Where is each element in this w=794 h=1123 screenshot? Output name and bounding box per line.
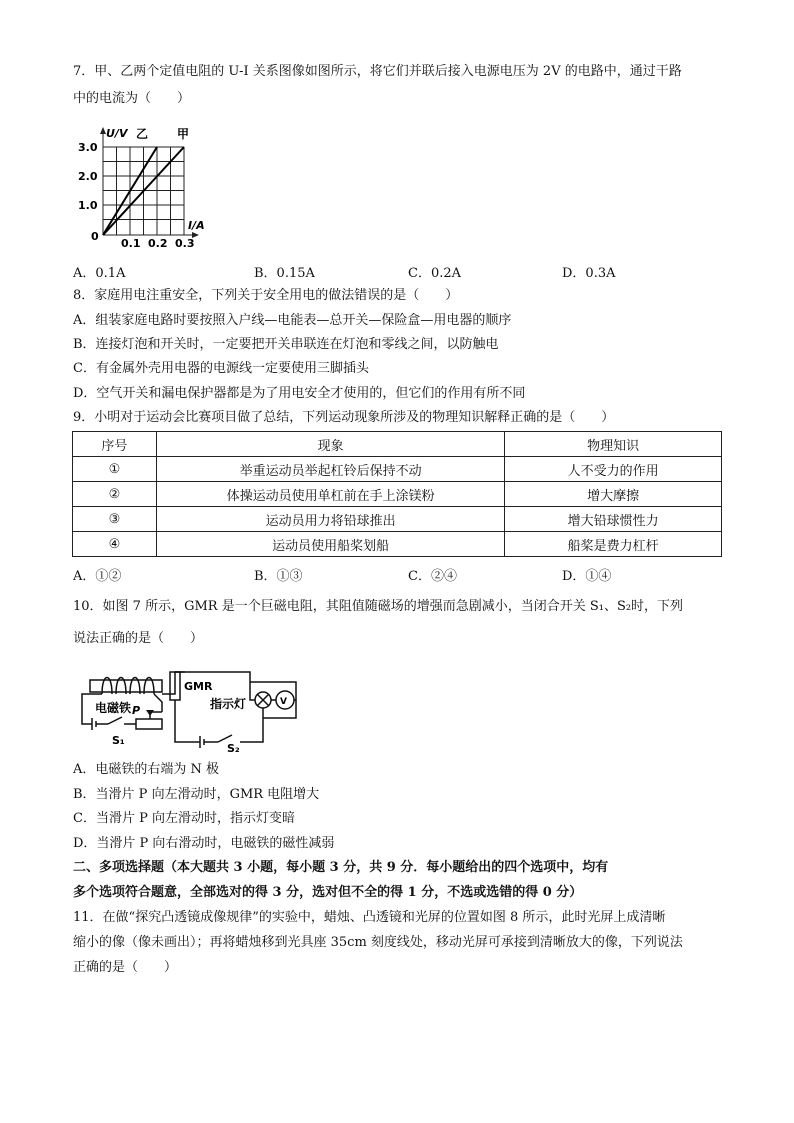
q7-ui-graph	[78, 125, 218, 250]
row1-number: ①	[73, 457, 157, 482]
row4-phenomenon: 运动员使用船桨划船	[156, 532, 504, 557]
q8-option-b[interactable]: B．连接灯泡和开关时，一定要把开关串联连在灯泡和零线之间，以防触电	[73, 337, 499, 352]
row3-knowledge: 增大铅球惯性力	[505, 507, 722, 532]
table-row	[73, 532, 722, 557]
switch2-label: S₂	[227, 742, 240, 755]
table-row	[73, 507, 722, 532]
q8-option-d[interactable]: D．空气开关和漏电保护器都是为了用电安全才使用的，但它们的作用有所不同	[73, 386, 526, 401]
q7-stem-line1: 7．甲、乙两个定值电阻的 U-I 关系图像如图所示，将它们并联后接入电源电压为 2V 的电路中，通过干路	[73, 64, 682, 79]
header-knowledge: 物理知识	[505, 432, 722, 457]
q10-option-c[interactable]: C．当滑片 P 向左滑动时，指示灯变暗	[73, 811, 295, 826]
row2-phenomenon: 体操运动员使用单杠前在手上涂镁粉	[156, 482, 504, 507]
row1-knowledge: 人不受力的作用	[505, 457, 722, 482]
q9-table	[72, 431, 722, 557]
y-tick-1: 1.0	[78, 199, 98, 212]
q10-option-b[interactable]: B．当滑片 P 向左滑动时，GMR 电阻增大	[73, 787, 320, 802]
section2-heading-line1: 二、多项选择题（本大题共 3 小题，每小题 3 分，共 9 分．每小题给出的四个选项中，均有	[73, 860, 609, 875]
table-row	[73, 482, 722, 507]
q7-option-d[interactable]: D．0.3A	[562, 266, 616, 281]
q10-circuit-diagram	[80, 664, 310, 754]
q7-option-c[interactable]: C．0.2A	[408, 266, 462, 281]
q8-stem: 8．家庭用电注重安全，下列关于安全用电的做法错误的是（ ）	[73, 288, 459, 303]
table-row	[73, 457, 722, 482]
table-header-row	[73, 432, 722, 457]
q11-line2: 缩小的像（像未画出）；再将蜡烛移到光具座 35cm 刻度线处，移动光屏可承接到清晰放大的像，下列说法	[73, 935, 683, 950]
row4-knowledge: 船桨是费力杠杆	[505, 532, 722, 557]
x-axis-label: I/A	[188, 219, 205, 232]
origin-label: 0	[91, 230, 99, 243]
q9-option-b[interactable]: B．①③	[254, 569, 303, 584]
q10-option-d[interactable]: D．当滑片 P 向右滑动时，电磁铁的磁性减弱	[73, 836, 335, 851]
label-jia: 甲	[177, 127, 190, 141]
x-tick-3: 0.3	[175, 237, 195, 250]
lamp-label: 指示灯	[210, 697, 247, 711]
q7-option-a[interactable]: A．0.1A	[73, 266, 126, 281]
q11-line3: 正确的是（ ）	[73, 960, 178, 975]
q8-option-a[interactable]: A．组装家庭电路时要按照入户线—电能表—总开关—保险盒—用电器的顺序	[73, 313, 512, 328]
q7-stem-line2: 中的电流为（ ）	[73, 91, 191, 106]
q9-option-a[interactable]: A．①②	[73, 569, 122, 584]
x-tick-1: 0.1	[121, 237, 141, 250]
q9-option-d[interactable]: D．①④	[562, 569, 612, 584]
row3-number: ③	[73, 507, 157, 532]
q9-option-c[interactable]: C．②④	[408, 569, 457, 584]
q9-stem: 9．小明对于运动会比赛项目做了总结，下列运动现象所涉及的物理知识解释正确的是（ ）	[73, 410, 615, 425]
label-yi: 乙	[136, 127, 149, 141]
y-tick-3: 3.0	[78, 141, 98, 154]
electromagnet-label: 电磁铁	[95, 701, 132, 715]
q10-stem-line2: 说法正确的是（ ）	[73, 631, 204, 646]
header-number: 序号	[73, 432, 157, 457]
switch1-label: S₁	[112, 734, 125, 747]
voltmeter-label: V	[280, 697, 287, 707]
q10-option-a[interactable]: A．电磁铁的右端为 N 极	[73, 762, 220, 777]
row2-number: ②	[73, 482, 157, 507]
q10-stem-line1: 10．如图 7 所示，GMR 是一个巨磁电阻，其阻值随磁场的增强而急剧减小，当闭合开关 S₁、S₂时，下列	[73, 599, 684, 614]
y-axis-label: U/V	[106, 127, 128, 140]
x-tick-2: 0.2	[148, 237, 168, 250]
q11-line1: 11．在做“探究凸透镜成像规律”的实验中，蜡烛、凸透镜和光屏的位置如图 8 所示，此时光屏上成清晰	[73, 910, 666, 925]
section2-heading-line2: 多个选项符合题意，全部选对的得 3 分，选对但不全的得 1 分，不选或选错的得 0 分）	[73, 885, 583, 900]
gmr-label: GMR	[184, 680, 213, 693]
slider-label: P	[132, 704, 141, 717]
q7-option-b[interactable]: B．0.15A	[254, 266, 315, 281]
y-tick-2: 2.0	[78, 170, 98, 183]
row3-phenomenon: 运动员用力将铅球推出	[156, 507, 504, 532]
row4-number: ④	[73, 532, 157, 557]
header-phenomenon: 现象	[156, 432, 504, 457]
q8-option-c[interactable]: C．有金属外壳用电器的电源线一定要使用三脚插头	[73, 361, 369, 376]
row2-knowledge: 增大摩擦	[505, 482, 722, 507]
row1-phenomenon: 举重运动员举起杠铃后保持不动	[156, 457, 504, 482]
